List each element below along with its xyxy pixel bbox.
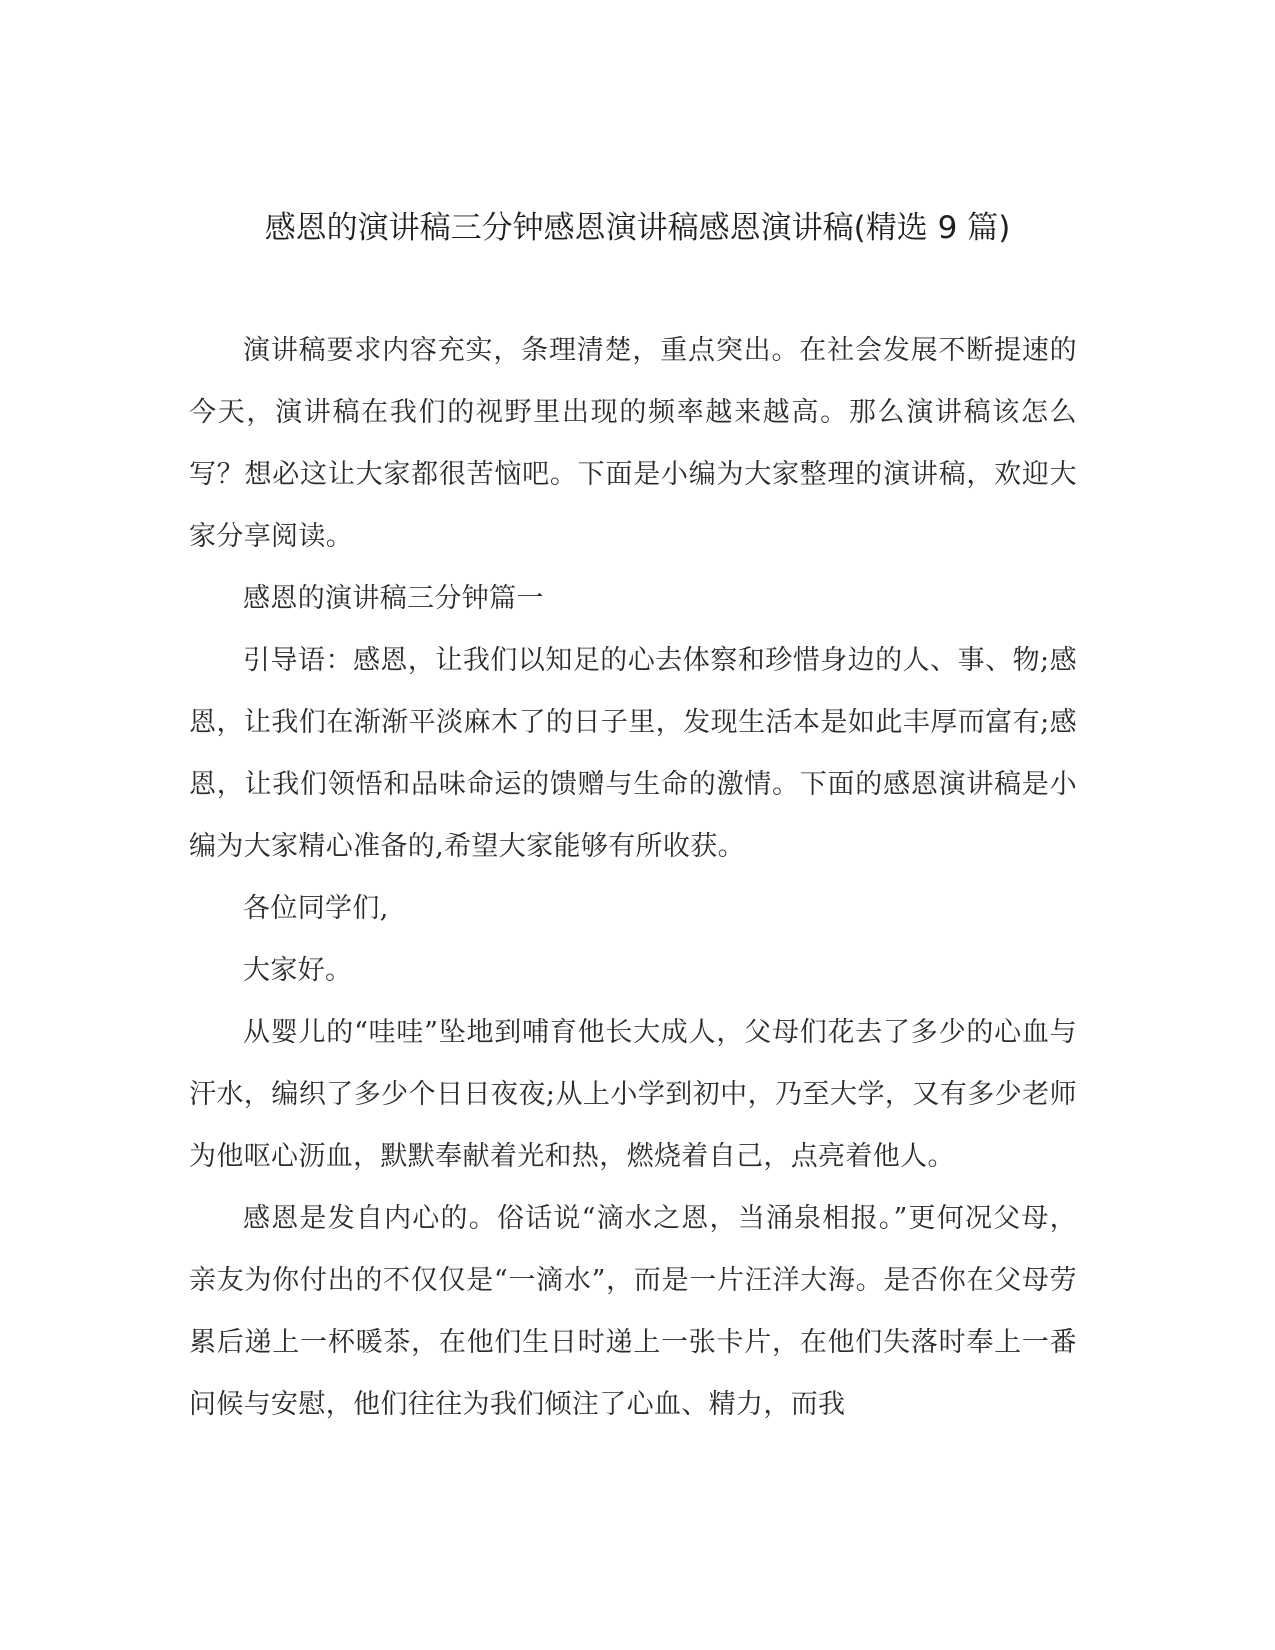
salutation: 各位同学们, xyxy=(243,893,389,924)
greeting: 大家好。 xyxy=(243,955,353,986)
body-paragraph: 从婴儿的“哇哇”坠地到哺育他长大成人，父母们花去了多少的心血与汗水，编织了多少个日日夜夜;从上小学到初中，乃至大学，又有多少老师为他呕心沥血，默默奉献着光和热，燃烧着自己，点亮着他人。 xyxy=(189,1017,1077,1172)
lead-paragraph: 引导语：感恩，让我们以知足的心去体察和珍惜身边的人、事、物;感恩，让我们在渐渐平淡麻木了的日子里，发现生活本是如此丰厚而富有;感恩，让我们领悟和品味命运的馈赠与生命的激情。下面的感恩演讲稿是小编为大家精心准备的,希望大家能够有所收获。 xyxy=(189,645,1077,862)
body-paragraph: 感恩是发自内心的。俗话说“滴水之恩，当涌泉相报。”更何况父母，亲友为你付出的不仅仅是“一滴水”，而是一片汪洋大海。是否你在父母劳累后递上一杯暖茶，在他们生日时递上一张卡片，在他们失落时奉上一番问候与安慰，他们往往为我们倾注了心血、精力，而我 xyxy=(189,1203,1077,1420)
intro-paragraph: 演讲稿要求内容充实，条理清楚，重点突出。在社会发展不断提速的今天，演讲稿在我们的视野里出现的频率越来越高。那么演讲稿该怎么写？想必这让大家都很苦恼吧。下面是小编为大家整理的演讲稿，欢迎大家分享阅读。 xyxy=(189,335,1077,552)
document-title: 感恩的演讲稿三分钟感恩演讲稿感恩演讲稿(精选 9 篇) xyxy=(264,210,1011,246)
document-body xyxy=(189,320,1077,1436)
section-heading: 感恩的演讲稿三分钟篇一 xyxy=(243,583,544,614)
